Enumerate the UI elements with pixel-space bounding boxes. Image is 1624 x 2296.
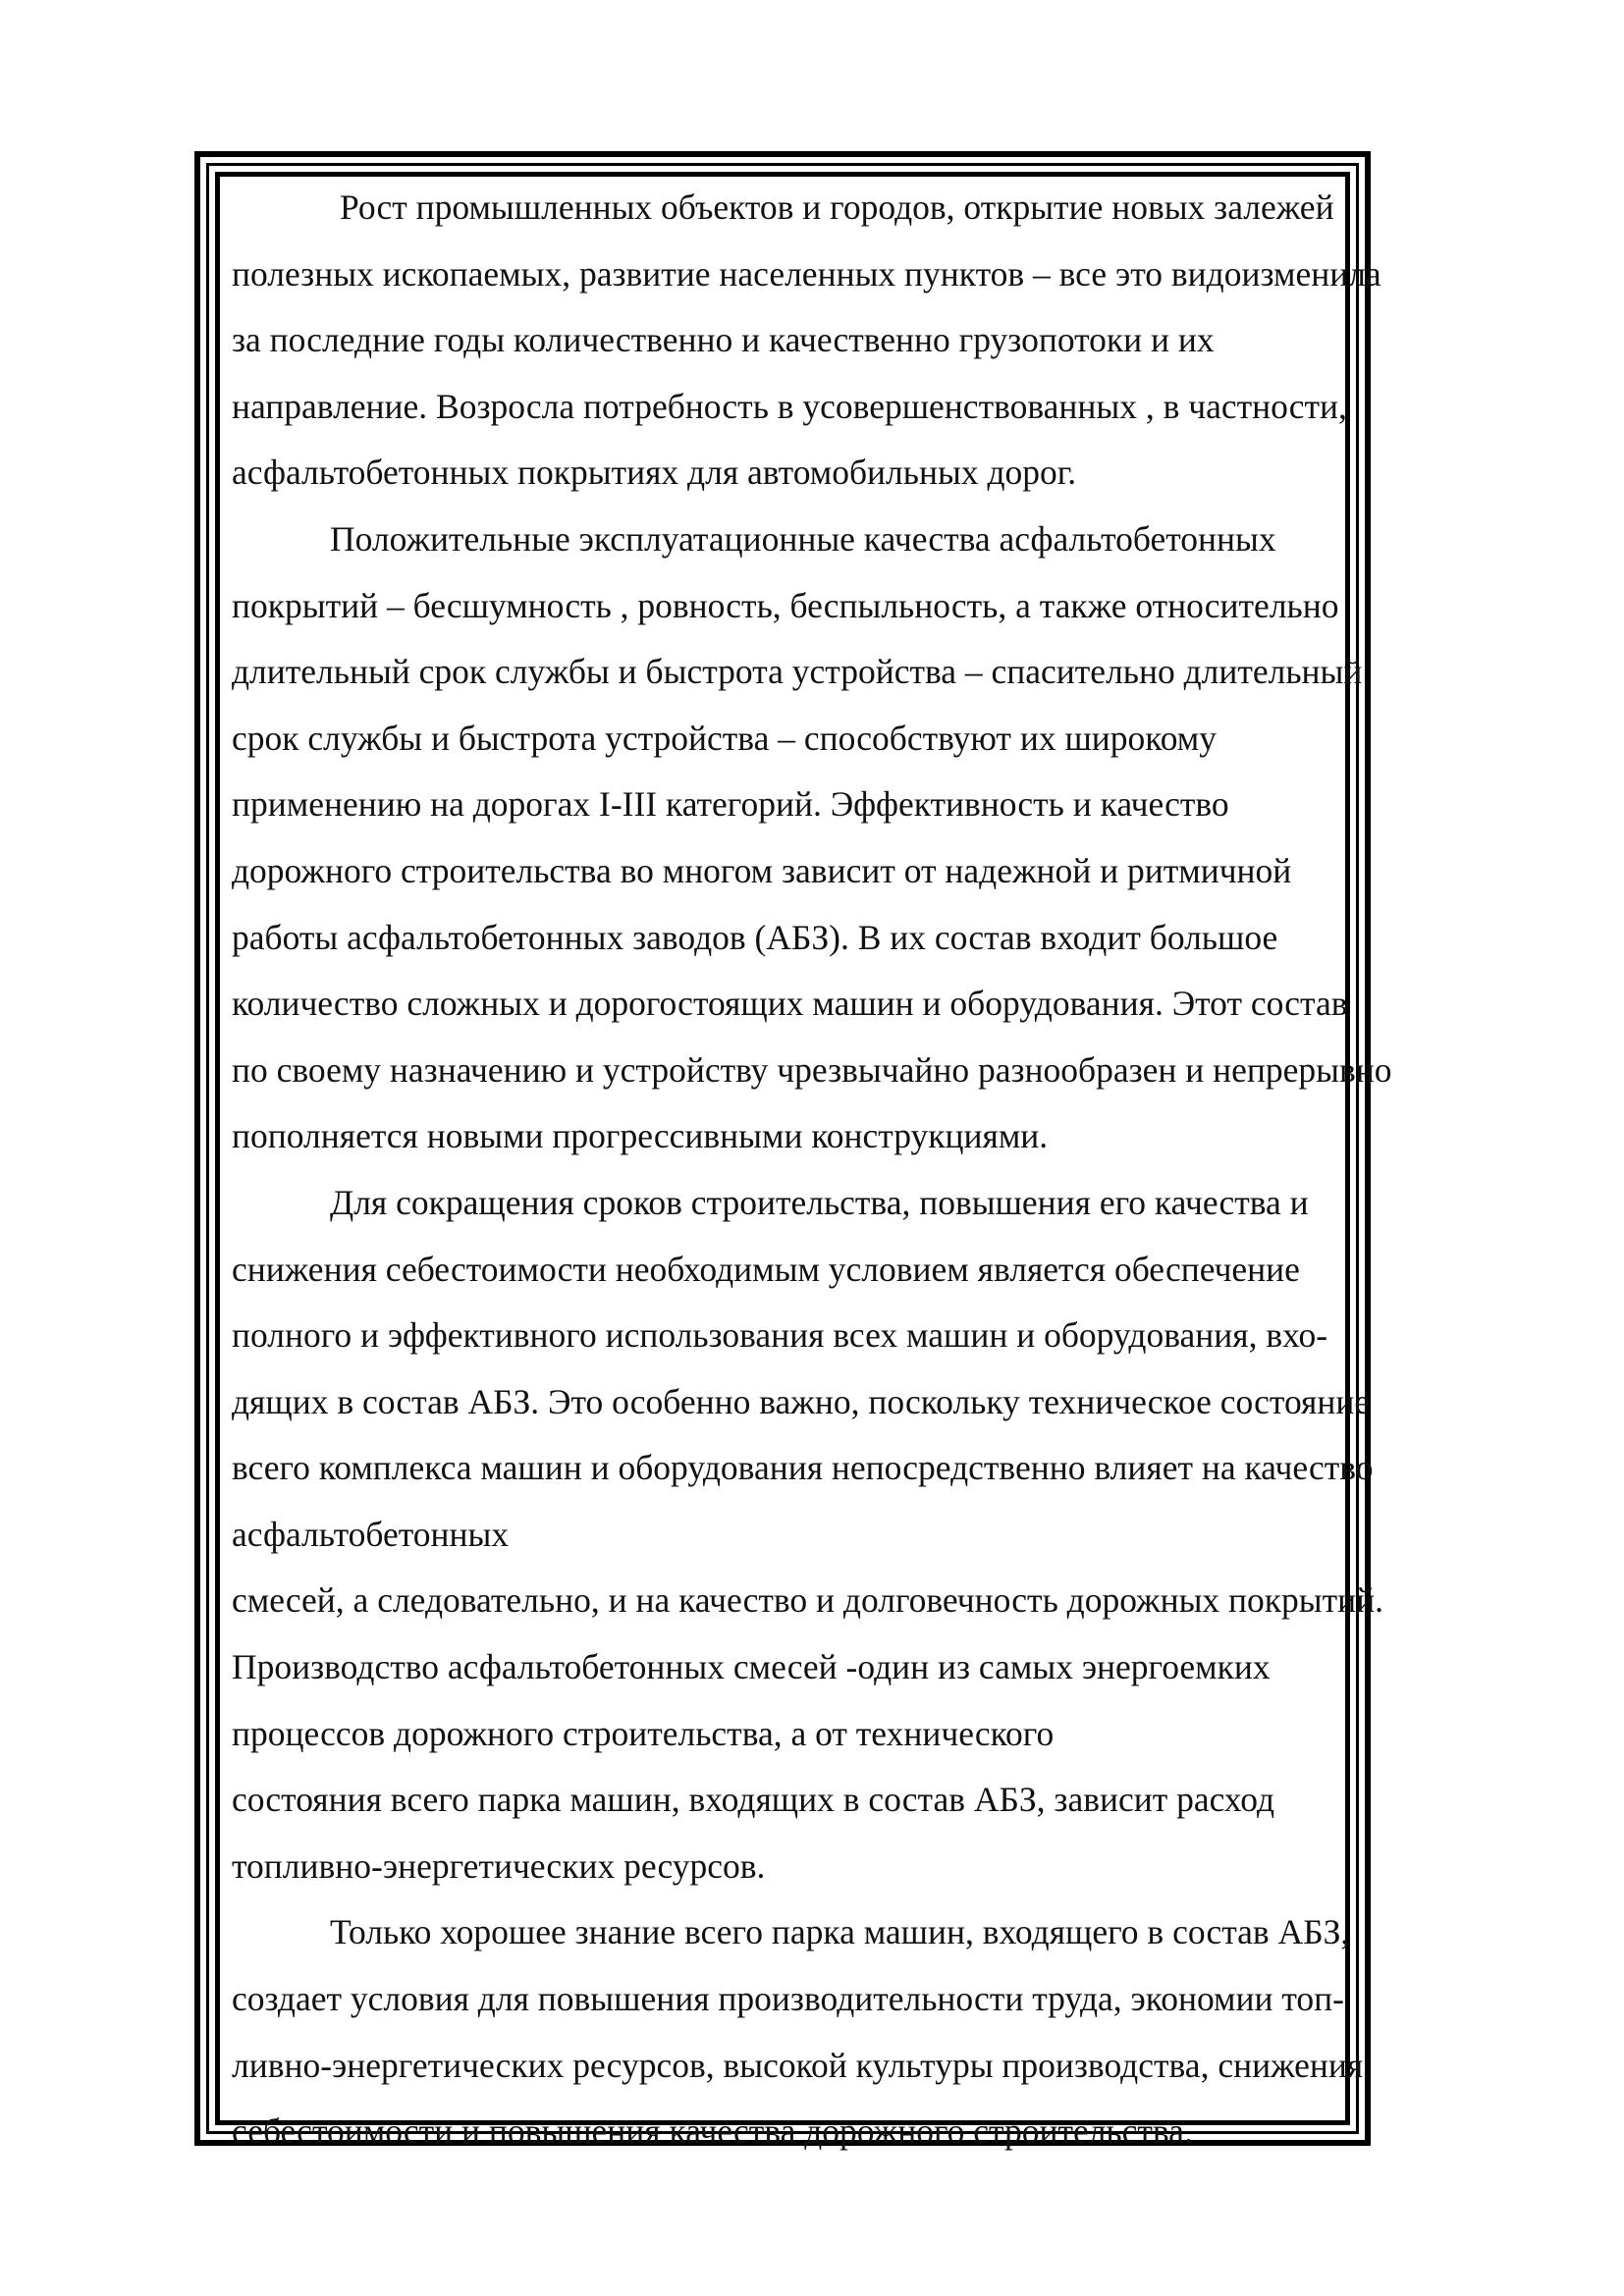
text-line: дорожного строительства во многом зависит от надежной и ритмичной [232, 850, 1292, 890]
text-line: всего комплекса машин и оборудования непосредственно влияет на качество [232, 1448, 1374, 1488]
text-line: длительный срок службы и быстрота устройства – спасительно длительный [232, 652, 1363, 692]
text-line: дящих в состав АБЗ. Это особенно важно, поскольку техническое состояние [232, 1381, 1371, 1421]
text-line: себестоимости и повышения качества дорожного строительства. [232, 2111, 1193, 2152]
document-body [232, 175, 1528, 2165]
text-line: срок службы и быстрота устройства – способствуют их широкому [232, 718, 1218, 758]
text-line: Производство асфальтобетонных смесей -один из самых энергоемких [232, 1647, 1271, 1687]
text-line: топливно-энергетических ресурсов. [232, 1845, 766, 1886]
text-line: создает условия для повышения производительности труда, экономии топ- [232, 1979, 1344, 2019]
text-line: процессов дорожного строительства, а от технического [232, 1713, 1055, 1753]
text-line: Для сокращения сроков строительства, повышения его качества и [330, 1182, 1309, 1222]
text-line: направление. Возросла потребность в усовершенствованных , в частности, [232, 386, 1347, 426]
text-line: количество сложных и дорогостоящих машин и оборудования. Этот состав [232, 984, 1348, 1024]
text-line: асфальтобетонных покрытиях для автомобильных дорог. [232, 453, 1077, 493]
text-line: асфальтобетонных [232, 1514, 510, 1554]
text-line: смесей, а следовательно, и на качество и долговечность дорожных покрытий. [232, 1580, 1384, 1621]
text-line: Положительные эксплуатационные качества асфальтобетонных [330, 518, 1276, 559]
text-line: покрытий – бесшумность , ровность, беспыльность, а также относительно [232, 585, 1339, 625]
text-line: ливно-энергетических ресурсов, высокой культуры производства, снижения [232, 2045, 1364, 2085]
text-line: снижения себестоимости необходимым условием является обеспечение [232, 1249, 1300, 1289]
text-line: за последние годы количественно и качественно грузопотоки и их [232, 320, 1215, 360]
text-line: работы асфальтобетонных заводов (АБЗ). В их состав входит большое [232, 917, 1278, 957]
text-line: по своему назначению и устройству чрезвычайно разнообразен и непрерывно [232, 1049, 1392, 1090]
text-line: состояния всего парка машин, входящих в состав АБЗ, зависит расход [232, 1780, 1275, 1820]
text-line: полного и эффективного использования всех машин и оборудования, вхо- [232, 1315, 1328, 1356]
text-line: пополняется новыми прогрессивными конструкциями. [232, 1116, 1049, 1156]
text-line: применению на дорогах I-III категорий. Эффективность и качество [232, 784, 1229, 825]
text-line: полезных ископаемых, развитие населенных пунктов – все это видоизменила [232, 253, 1381, 294]
text-line: Только хорошее знание всего парка машин, входящего в состав АБЗ, [330, 1912, 1350, 1952]
text-line: Рост промышленных объектов и городов, открытие новых залежей [340, 187, 1334, 227]
